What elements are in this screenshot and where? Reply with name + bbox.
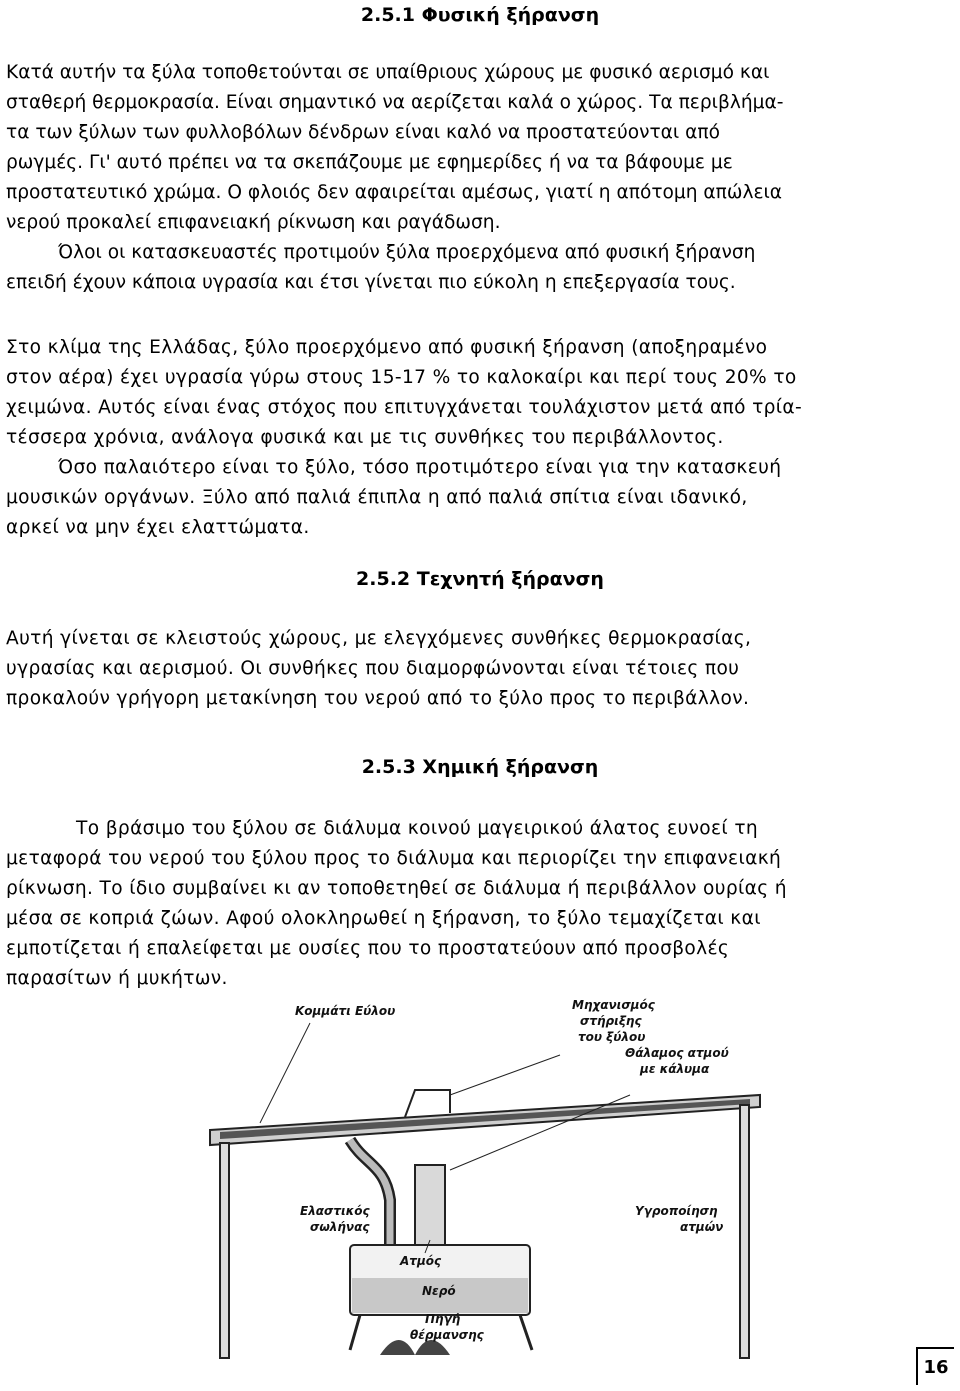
boiler-leg bbox=[520, 1315, 532, 1350]
text-line: ρίκνωση. Το ίδιο συμβαίνει κι αν τοποθετηθεί σε διάλυμα ή περιβάλλον ουρίας ή bbox=[6, 878, 787, 899]
text-line: προκαλούν γρήγορη μετακίνηση του νερού από το ξύλο προς το περιβάλλον. bbox=[6, 688, 750, 709]
text-line bbox=[6, 453, 946, 483]
leader-line bbox=[260, 1023, 310, 1123]
leader-line bbox=[450, 1055, 560, 1095]
text-line bbox=[6, 814, 946, 844]
text-line: προστατευτικό χρώμα. Ο φλοιός δεν αφαιρείται αμέσως, γιατί η απότομη απώλεια bbox=[6, 182, 783, 203]
text-line: Αυτή γίνεται σε κλειστούς χώρους, με ελεγχόμενες συνθήκες θερμοκρασίας, bbox=[6, 628, 752, 649]
text-line: παρασίτων ή μυκήτων. bbox=[6, 968, 228, 989]
wood-board-core bbox=[220, 1099, 750, 1139]
text-line-content: Όλοι οι κατασκευαστές προτιμούν ξύλα προερχόμενα από φυσική ξήρανση bbox=[58, 242, 756, 263]
text-line: ρωγμές. Γι' αυτό πρέπει να τα σκεπάζουμε με εφημερίδες ή να τα βάφουμε με bbox=[6, 152, 733, 173]
steam-bending-figure bbox=[200, 995, 770, 1365]
text-line bbox=[6, 238, 946, 268]
text-line: Στο κλίμα της Ελλάδας, ξύλο προερχόμενο από φυσική ξήρανση (αποξηραμένο bbox=[6, 337, 768, 358]
label-steam-chamber-1: Θάλαμος ατμού bbox=[625, 1046, 729, 1060]
page-number: 16 bbox=[916, 1347, 954, 1385]
label-elastic-hose-1: Ελαστικός bbox=[300, 1204, 370, 1218]
text-line: χειμώνα. Αυτός είναι ένας στόχος που επιτυγχάνεται τουλάχιστον μετά από τρία- bbox=[6, 397, 803, 418]
label-water: Νερό bbox=[422, 1284, 456, 1298]
paragraph-greek-climate bbox=[6, 333, 946, 543]
label-support-3: του ξύλου bbox=[578, 1030, 646, 1044]
text-line: Κατά αυτήν τα ξύλα τοποθετούνται σε υπαίθριους χώρους με φυσικό αερισμό και bbox=[6, 62, 770, 83]
label-humid-steam-2: ατμών bbox=[680, 1220, 724, 1234]
text-line: επειδή έχουν κάποια υγρασία και έτσι γίνεται πιο εύκολη η επεξεργασία τους. bbox=[6, 272, 736, 293]
steam-bending-diagram bbox=[200, 995, 770, 1365]
boiler-leg bbox=[350, 1315, 360, 1350]
label-heat-source-2: θέρμανσης bbox=[410, 1328, 484, 1342]
label-wood-piece: Κομμάτι Εύλου bbox=[295, 1004, 396, 1018]
text-line: τέσσερα χρόνια, ανάλογα φυσικά και με τις συνθήκες του περιβάλλοντος. bbox=[6, 427, 724, 448]
text-line: μέσα σε κοπριά ζώων. Αφού ολοκληρωθεί η ξήρανση, το ξύλο τεμαχίζεται και bbox=[6, 908, 761, 929]
text-line-content: Το βράσιμο του ξύλου σε διάλυμα κοινού μαγειρικού άλατος ευνοεί τη bbox=[76, 818, 759, 839]
text-line: υγρασίας και αερισμού. Οι συνθήκες που διαμορφώνονται είναι τέτοιες που bbox=[6, 658, 740, 679]
steam-chimney bbox=[415, 1165, 445, 1245]
paragraph-artificial-drying bbox=[6, 624, 946, 714]
leader-line bbox=[450, 1095, 630, 1170]
right-post bbox=[740, 1105, 749, 1358]
paragraph-chemical-drying bbox=[6, 814, 946, 994]
text-line: στον αέρα) έχει υγρασία γύρω στους 15-17 % το καλοκαίρι και περί τους 20% το bbox=[6, 367, 797, 388]
text-line-content: Όσο παλαιότερο είναι το ξύλο, τόσο προτιμότερο είναι για την κατασκευή bbox=[58, 457, 782, 478]
support-bracket bbox=[405, 1090, 450, 1117]
label-steam-chamber-2: με κάλυμα bbox=[640, 1062, 710, 1076]
text-line: μεταφορά του νερού του ξύλου προς το διάλυμα και περιορίζει την επιφανειακή bbox=[6, 848, 782, 869]
section-heading-artificial-drying: 2.5.2 Τεχνητή ξήρανση bbox=[356, 568, 604, 590]
text-line: αρκεί να μην έχει ελαττώματα. bbox=[6, 517, 310, 538]
text-line: εμποτίζεται ή επαλείφεται με ουσίες που το προστατεύουν από προσβολές bbox=[6, 938, 730, 959]
label-elastic-hose-2: σωλήνας bbox=[310, 1220, 370, 1234]
text-line: σταθερή θερμοκρασία. Είναι σημαντικό να αερίζεται καλά ο χώρος. Τα περιβλήμα- bbox=[6, 92, 784, 113]
left-post bbox=[220, 1143, 229, 1358]
section-heading-natural-drying: 2.5.1 Φυσική ξήρανση bbox=[360, 4, 600, 26]
text-line: μουσικών οργάνων. Ξύλο από παλιά έπιπλα η από παλιά σπίτια είναι ιδανικό, bbox=[6, 487, 748, 508]
section-heading-chemical-drying: 2.5.3 Χημική ξήρανση bbox=[361, 756, 599, 778]
flame-icon bbox=[380, 1340, 450, 1355]
label-steam: Ατμός bbox=[400, 1254, 442, 1268]
label-heat-source-1: Πηγή bbox=[425, 1312, 461, 1326]
label-support-1: Μηχανισμός bbox=[572, 998, 655, 1012]
label-humid-steam-1: Υγροποίηση bbox=[635, 1204, 718, 1218]
text-line: νερού προκαλεί επιφανειακή ρίκνωση και ραγάδωση. bbox=[6, 212, 501, 233]
paragraph-natural-drying bbox=[6, 58, 946, 298]
label-support-2: στήριξης bbox=[580, 1014, 642, 1028]
text-line: τα των ξύλων των φυλλοβόλων δένδρων είναι καλό να προστατεύονται από bbox=[6, 122, 720, 143]
